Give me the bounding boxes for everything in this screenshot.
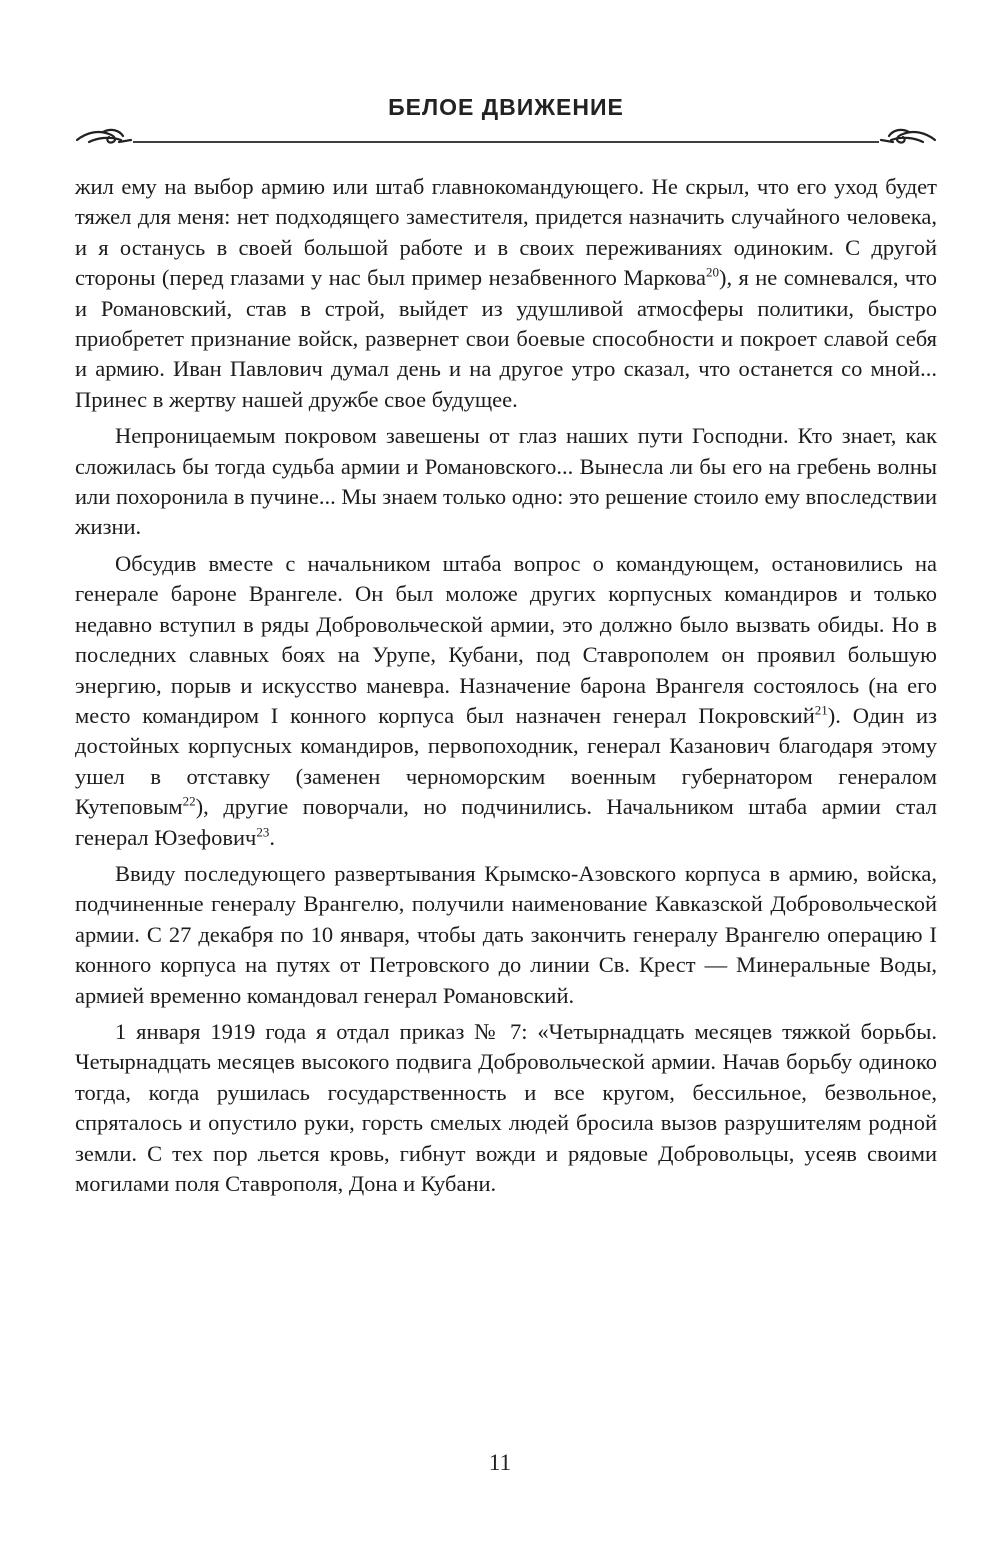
paragraph-text: ). Один из достойных корпусных командиров, первопоходник, генерал Казанович благодаря этому ушел в отставку (заменен черноморским военным губернатором генералом Кутеповым (75, 702, 937, 820)
paragraph-text: Обсудив вместе с начальником штаба вопрос о командующем, остановились на генерале бароне Врангеле. Он был моложе других корпусных командиров и только недавно вступил в ряды Добровольческой армии, это должно было вызвать обиды. Но в последних славных боях на Урупе, Кубани, под Ставрополем он проявил большую энергию, порыв и искусство маневра. Назначение барона Врангеля состоялось (на его место командиром I конного корпуса был назначен генерал Покровский (75, 550, 937, 728)
paragraph (75, 859, 937, 1011)
running-header-title: БЕЛОЕ ДВИЖЕНИЕ (388, 94, 624, 120)
paragraph-text: 1 января 1919 года я отдал приказ № 7: «Четырнадцать месяцев тяжкой борьбы. Четырнадцать месяцев высокого подвига Добровольческой армии. Начав борьбу одиноко тогда, когда рушилась государственность и все кругом, бессильное, безвольное, спряталось и опустило руки, горсть смелых людей бросила вызов разрушителям родной земли. С тех пор льется кровь, гибнут вожди и рядовые Добровольцы, усеяв своими могилами поля Ставрополя, Дона и Кубани. (75, 1018, 937, 1196)
page-number: 11 (488, 1450, 512, 1475)
right-flourish-icon (881, 130, 935, 143)
paragraph-text: . (269, 824, 275, 850)
running-header (75, 88, 937, 148)
paragraph (75, 421, 937, 543)
paragraph-text: ), другие поворчали, но подчинились. Начальником штаба армии стал генерал Юзефович (75, 794, 937, 850)
paragraph-text: ), я не сомневался, что и Романовский, став в строй, выйдет из удушливой атмосферы политики, быстро приобретет признание войск, развернет свои боевые способности и покроет славой себя и армию. Иван Павлович думал день и на другое утро сказал, что останется со мной... Принес в жертву нашей дружбе свое будущее. (75, 265, 937, 412)
footnote-marker: 20 (705, 264, 719, 280)
body-text (75, 172, 937, 1205)
paragraph (75, 172, 937, 415)
left-flourish-icon (77, 130, 131, 143)
ornamental-rule-icon (75, 122, 937, 148)
footnote-marker: 21 (814, 702, 828, 718)
paragraph-text: Непроницаемым покровом завешены от глаз наших пути Господни. Кто знает, как сложилась бы тогда судьба армии и Романовского... Вынесла ли бы его на гребень волны или похоронила в пучине... Мы знаем только одно: это решение стоило ему впоследствии жизни. (75, 423, 937, 540)
paragraph-text: Ввиду последующего развертывания Крымско-Азовского корпуса в армию, войска, подчиненные генералу Врангелю, получили наименование Кавказской Добровольческой армии. С 27 декабря по 10 января, чтобы дать закончить генералу Врангелю операцию I конного корпуса на путях от Петровского до линии Св. Крест — Минеральные Воды, армией временно командовал генерал Романовский. (75, 860, 937, 1008)
footnote-marker: 23 (256, 824, 270, 840)
paragraph-text: жил ему на выбор армию или штаб главнокомандующего. Не скрыл, что его уход будет тяжел для меня: нет подходящего заместителя, придется назначить случайного человека, и я останусь в своей большой работе и в своих переживаниях одиноким. С другой стороны (перед глазами у нас был пример незабвенного Маркова (75, 174, 937, 291)
paragraph (75, 1017, 937, 1199)
paragraph (75, 549, 937, 853)
footnote-marker: 22 (182, 793, 196, 809)
